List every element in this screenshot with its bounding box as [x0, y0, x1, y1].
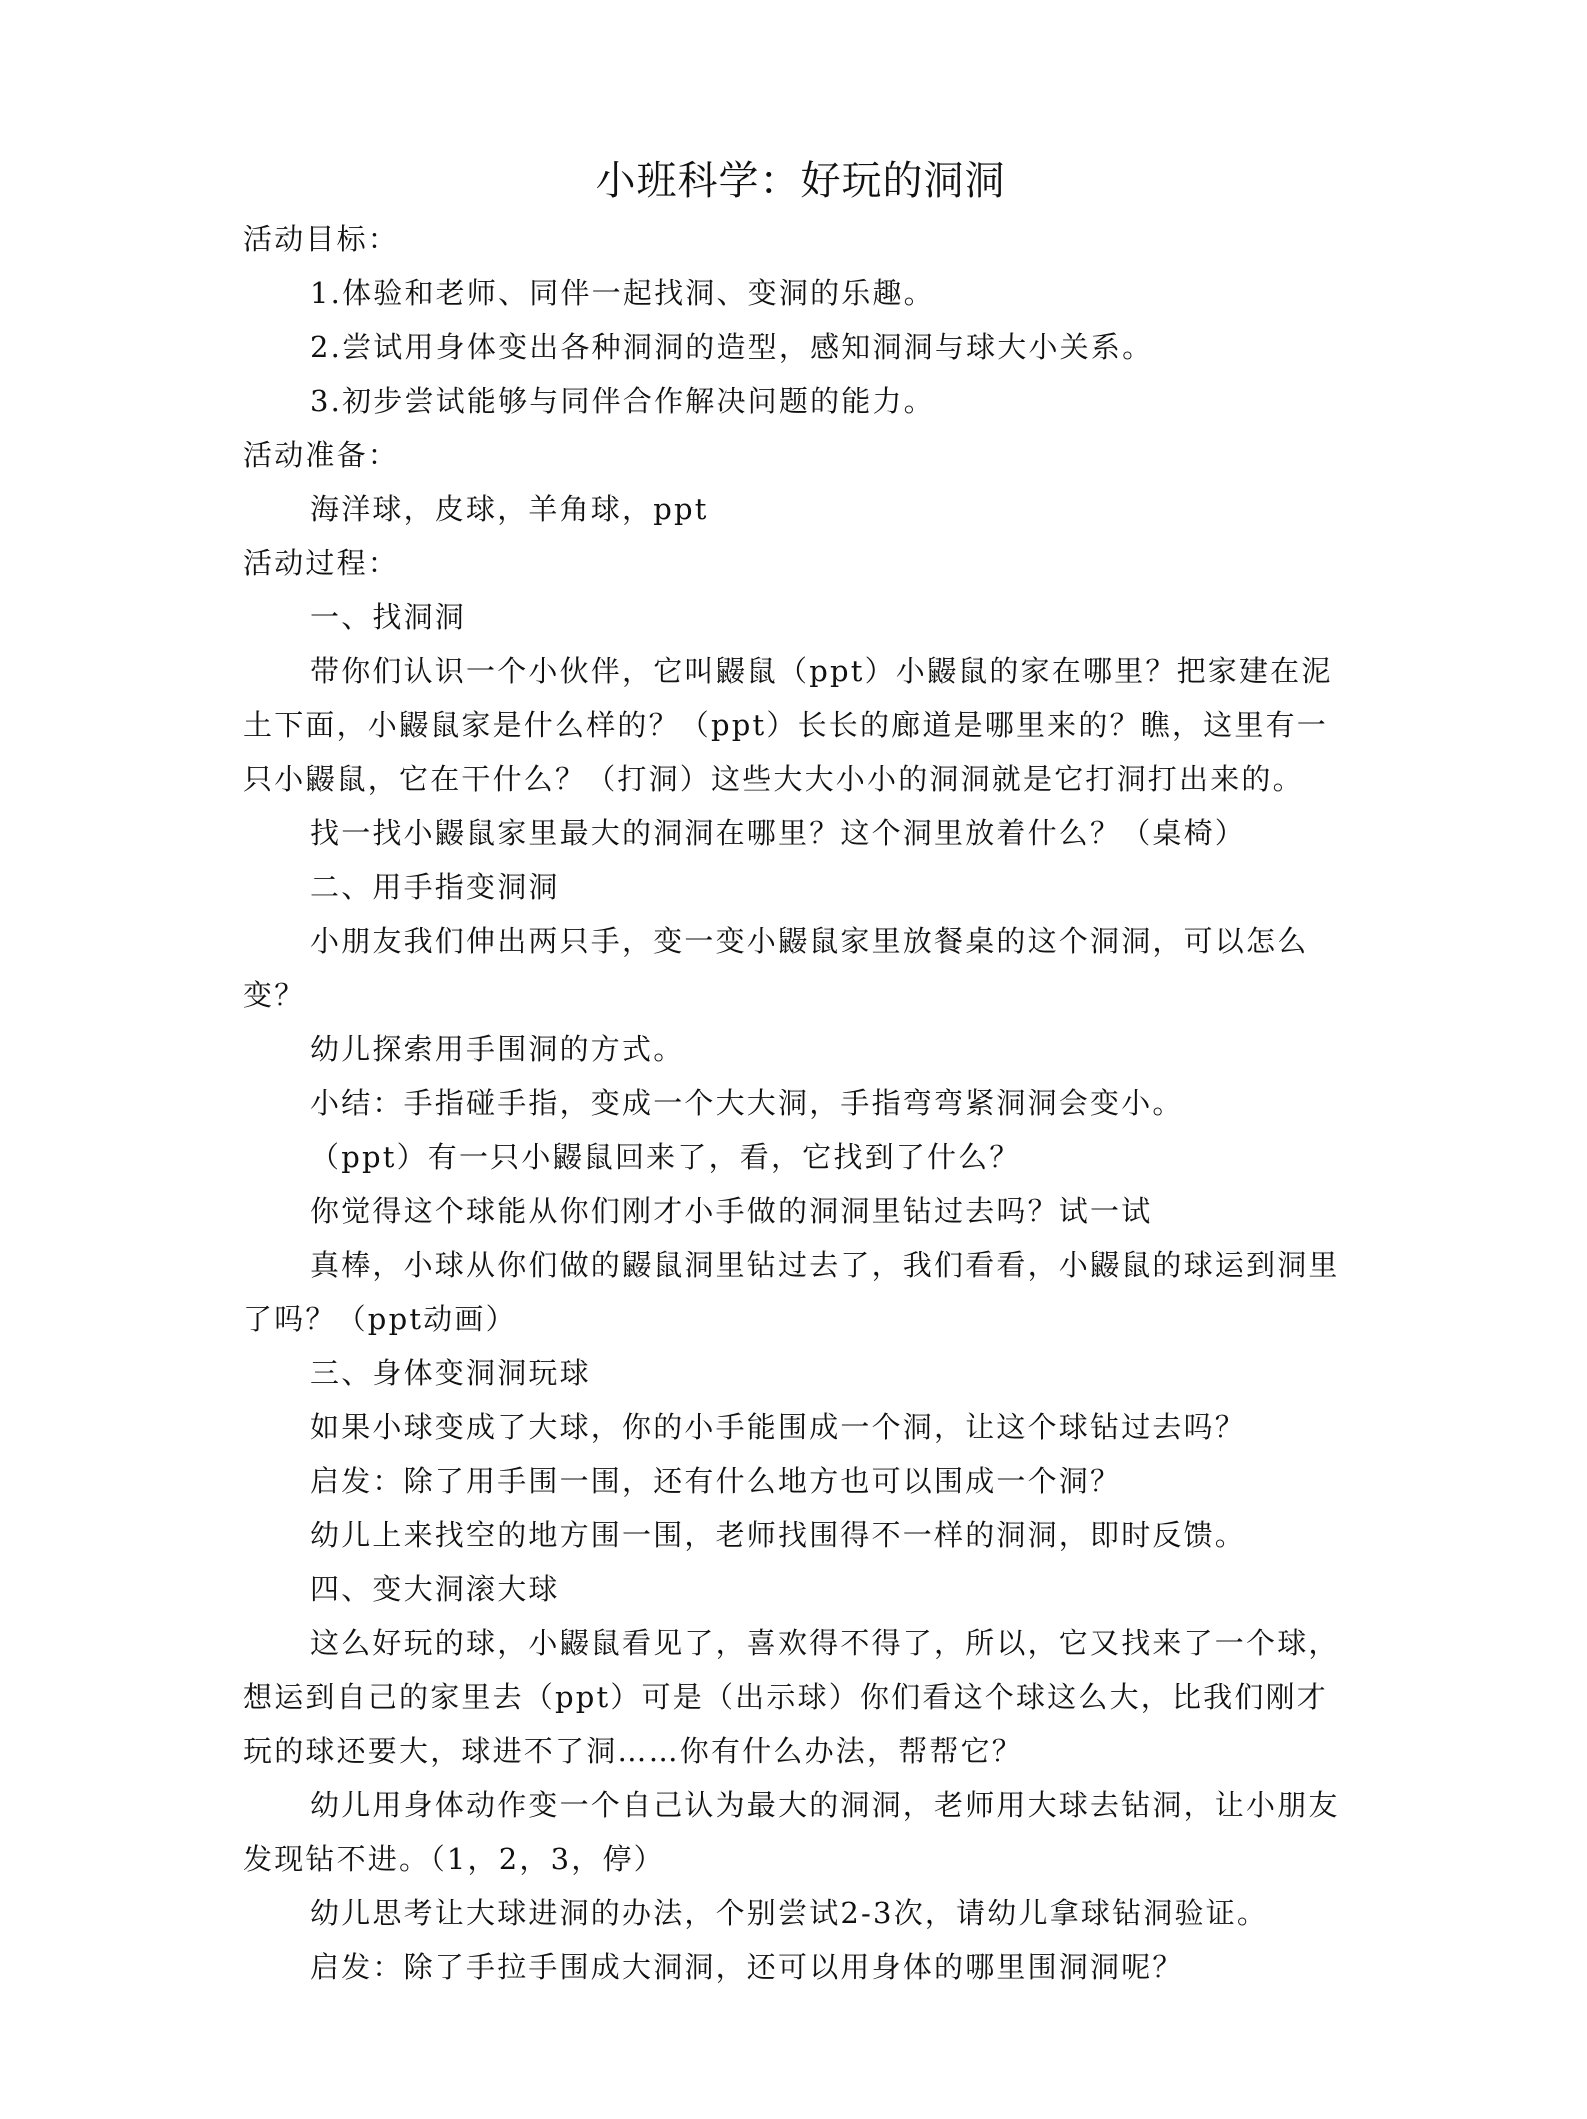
process-paragraph: 启发：除了用手围一围，还有什么地方也可以围成一个洞？ — [310, 1464, 1122, 1498]
goal-item: 2.尝试用身体变出各种洞洞的造型，感知洞洞与球大小关系。 — [310, 330, 1154, 364]
section-heading-goals: 活动目标： — [243, 222, 400, 256]
process-paragraph: 启发：除了手拉手围成大洞洞，还可以用身体的哪里围洞洞呢？ — [310, 1950, 1184, 1984]
process-paragraph: 带你们认识一个小伙伴，它叫鼹鼠（ppt）小鼹鼠的家在哪里？把家建在泥土下面，小鼹鼠家是什么样的？（ppt）长长的廊道是哪里来的？瞧，这里有一只小鼹鼠，它在干什么？（打洞）这些大大小小的洞洞就是它打洞打出来的。 — [243, 654, 1333, 796]
process-subheading: 三、身体变洞洞玩球 — [310, 1356, 591, 1390]
process-paragraph: 小朋友我们伸出两只手，变一变小鼹鼠家里放餐桌的这个洞洞，可以怎么变？ — [243, 924, 1309, 1012]
process-paragraph: 小结：手指碰手指，变成一个大大洞，手指弯弯紧洞洞会变小。 — [310, 1086, 1184, 1120]
process-paragraph: 你觉得这个球能从你们刚才小手做的洞洞里钻过去吗？试一试 — [310, 1194, 1153, 1228]
process-paragraph: 如果小球变成了大球，你的小手能围成一个洞，让这个球钻过去吗？ — [310, 1410, 1247, 1444]
process-paragraph: 这么好玩的球，小鼹鼠看见了，喜欢得不得了，所以，它又找来了一个球，想运到自己的家里去（ppt）可是（出示球）你们看这个球这么大，比我们刚才玩的球还要大，球进不了洞……你有什么办法，帮帮它？ — [243, 1626, 1340, 1768]
process-paragraph: 真棒，小球从你们做的鼹鼠洞里钻过去了，我们看看，小鼹鼠的球运到洞里了吗？（ppt动画） — [243, 1248, 1340, 1336]
process-subheading: 一、找洞洞 — [310, 600, 467, 634]
process-paragraph: 找一找小鼹鼠家里最大的洞洞在哪里？这个洞里放着什么？（桌椅） — [310, 816, 1247, 850]
process-paragraph: （ppt）有一只小鼹鼠回来了，看，它找到了什么？ — [310, 1140, 1021, 1174]
process-paragraph: 幼儿用身体动作变一个自己认为最大的洞洞，老师用大球去钻洞，让小朋友发现钻不进。（1，2，3，停） — [243, 1788, 1340, 1876]
goal-item: 1.体验和老师、同伴一起找洞、变洞的乐趣。 — [310, 276, 935, 310]
process-subheading: 二、用手指变洞洞 — [310, 870, 560, 904]
process-paragraph: 幼儿探索用手围洞的方式。 — [310, 1032, 685, 1066]
section-heading-preparation: 活动准备： — [243, 438, 400, 472]
preparation-content: 海洋球，皮球，羊角球，ppt — [310, 492, 709, 526]
document-page — [243, 150, 1358, 1994]
goal-item: 3.初步尝试能够与同伴合作解决问题的能力。 — [310, 384, 935, 418]
process-subheading: 四、变大洞滚大球 — [310, 1572, 560, 1606]
process-paragraph: 幼儿思考让大球进洞的办法，个别尝试2-3次，请幼儿拿球钻洞验证。 — [310, 1896, 1269, 1930]
document-title: 小班科学：好玩的洞洞 — [595, 158, 1006, 204]
section-heading-process: 活动过程： — [243, 546, 400, 580]
process-paragraph: 幼儿上来找空的地方围一围，老师找围得不一样的洞洞，即时反馈。 — [310, 1518, 1247, 1552]
